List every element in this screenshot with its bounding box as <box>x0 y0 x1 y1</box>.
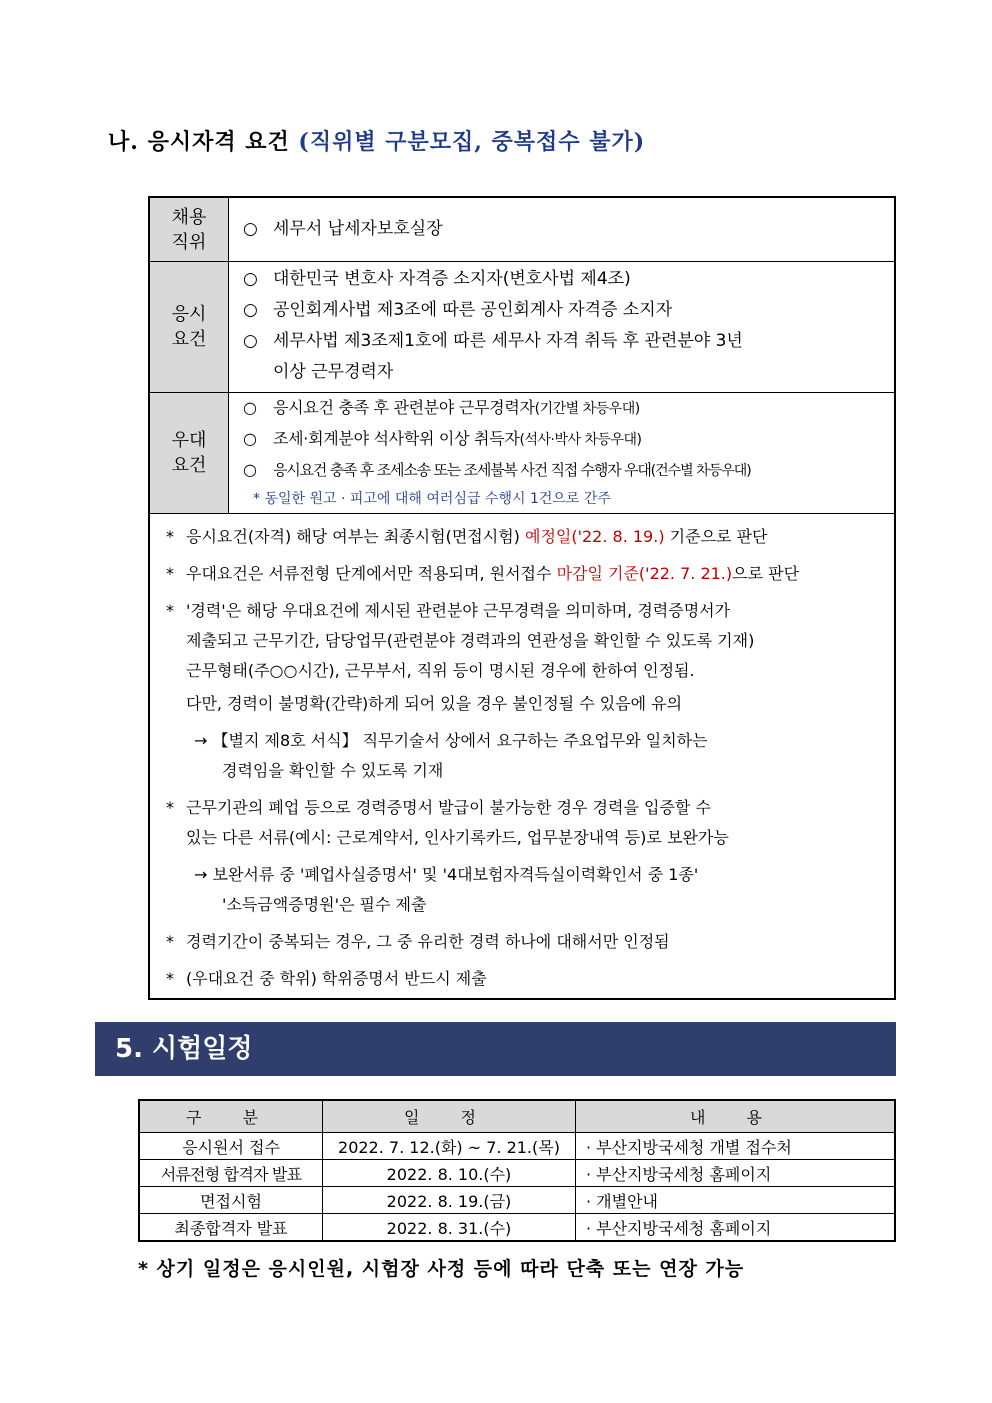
preference-row <box>150 393 894 514</box>
highlight-date: 마감일 기준('22. 7. 21.) <box>556 564 733 583</box>
position-label: 채용 직위 <box>150 198 229 261</box>
table-header-row <box>139 1100 895 1133</box>
highlight-date: 예정일('22. 8. 19.) <box>524 527 665 546</box>
eligibility-row <box>150 262 894 393</box>
eligibility-item-cont: 이상 근무경력자 <box>273 362 394 382</box>
preference-item: ○ 응시요건 충족 후 조세소송 또는 조세불복 사건 직접 수행자 우대(건수별 차등우대) <box>243 460 751 479</box>
preference-item: ○ 응시요건 충족 후 관련분야 근무경력자(기간별 차등우대) <box>243 398 640 417</box>
note-item: * 우대요건은 서류전형 단계에서만 적용되며, 원서접수 마감일 기준('22. 7. 21.)으로 판단 <box>166 564 800 583</box>
cell-category: 면접시험 <box>139 1187 323 1214</box>
header-date: 일 정 <box>323 1100 576 1133</box>
note-item: * 근무기관의 폐업 등으로 경력증명서 발급이 불가능한 경우 경력을 입증할 수 있는 다른 서류(예시: 근로계약서, 인사기록카드, 업무분장내역 등)로 보완가능 <box>166 798 729 847</box>
eligibility-item: ○ 세무사법 제3조제1호에 따른 세무사 자격 취득 후 관련분야 3년 <box>243 331 743 351</box>
preference-item: ○ 조세·회계분야 석사학위 이상 취득자(석사·박사 차등우대) <box>243 429 642 448</box>
cell-content: · 부산지방국세청 개별 접수처 <box>576 1133 896 1160</box>
table-row <box>139 1214 895 1242</box>
note-item: * (우대요건 중 학위) 학위증명서 반드시 제출 <box>166 969 487 988</box>
note-item: * '경력'은 해당 우대요건에 제시된 관련분야 근무경력을 의미하며, 경력증명서가 제출되고 근무기간, 담당업무(관련분야 경력과의 연관성을 확인할 수 있도록 기재) 근무형태(주○○시간), 근무부서, 직위 등이 명시된 경우에 한하여 인정됨. <box>166 601 755 680</box>
cell-date: 2022. 8. 19.(금) <box>323 1187 576 1214</box>
table-row <box>139 1187 895 1214</box>
note-item: * 응시요건(자격) 해당 여부는 최종시험(면접시험) 예정일('22. 8. 19.) 기준으로 판단 <box>166 527 768 546</box>
heading-prefix: 나. 응시자격 요건 <box>108 129 299 155</box>
circle-bullet: ○ <box>243 219 258 239</box>
notes-block <box>150 514 894 998</box>
eligibility-item: ○ 대한민국 변호사 자격증 소지자(변호사법 제4조) <box>243 269 631 289</box>
header-category: 구 분 <box>139 1100 323 1133</box>
section-bar: 5. 시험일정 <box>95 1022 896 1076</box>
cell-category: 최종합격자 발표 <box>139 1214 323 1242</box>
cell-date: 2022. 8. 10.(수) <box>323 1160 576 1187</box>
schedule-table <box>138 1099 896 1242</box>
preference-sub-note: * 동일한 원고 · 피고에 대해 여러심급 수행시 1건으로 간주 <box>253 491 611 507</box>
cell-date: 2022. 7. 12.(화) ~ 7. 21.(목) <box>323 1133 576 1160</box>
schedule-footnote: * 상기 일정은 응시인원, 시험장 사정 등에 따라 단축 또는 연장 가능 <box>138 1258 745 1280</box>
table-row <box>139 1160 895 1187</box>
arrow-item: → 보완서류 중 '폐업사실증명서' 및 '4대보험자격득실이력확인서 중 1종' '소득금액증명원'은 필수 제출 <box>194 865 699 914</box>
note-item: * 경력기간이 중복되는 경우, 그 중 유리한 경력 하나에 대해서만 인정됨 <box>166 932 670 951</box>
cell-content: · 개별안내 <box>576 1187 896 1214</box>
position-row <box>150 198 894 262</box>
eligibility-item: ○ 공인회계사법 제3조에 따른 공인회계사 자격증 소지자 <box>243 300 673 320</box>
position-item: ○ 세무서 납세자보호실장 <box>243 214 443 245</box>
cell-date: 2022. 8. 31.(수) <box>323 1214 576 1242</box>
preference-label: 우대 요건 <box>150 393 229 513</box>
cell-content: · 부산지방국세청 홈페이지 <box>576 1214 896 1242</box>
note-item-cont: 다만, 경력이 불명확(간략)하게 되어 있을 경우 불인정될 수 있음에 유의 <box>186 694 683 713</box>
heading-accent: (직위별 구분모집, 중복접수 불가) <box>298 129 646 155</box>
requirements-table <box>148 196 896 1000</box>
cell-category: 서류전형 합격자 발표 <box>139 1160 323 1187</box>
cell-content: · 부산지방국세청 홈페이지 <box>576 1160 896 1187</box>
section-heading <box>108 125 645 156</box>
arrow-item: → 【별지 제8호 서식】 직무기술서 상에서 요구하는 주요업무와 일치하는 경력임을 확인할 수 있도록 기재 <box>194 731 708 780</box>
table-row <box>139 1133 895 1160</box>
header-content: 내 용 <box>576 1100 896 1133</box>
cell-category: 응시원서 접수 <box>139 1133 323 1160</box>
eligibility-label: 응시 요건 <box>150 262 229 392</box>
